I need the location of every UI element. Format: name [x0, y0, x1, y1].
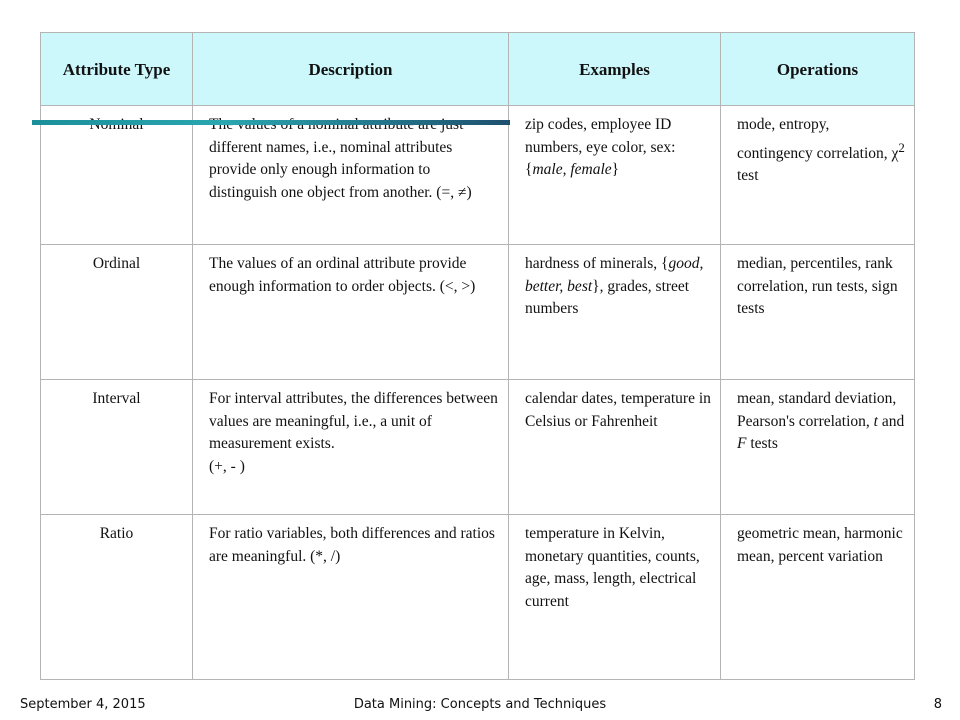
chi-square-superscript: 2	[898, 139, 905, 155]
description-line: (+, - )	[209, 457, 245, 475]
operations-text: mode, entropy, contingency correlation, χ	[737, 116, 899, 162]
operations-cell	[721, 380, 915, 515]
table-row-interval	[41, 380, 915, 515]
header-operations: Operations	[721, 33, 915, 106]
header-examples: Examples	[509, 33, 721, 106]
operations-text: and	[877, 412, 905, 430]
operations-text: mean, standard deviation, Pearson's correlation,	[737, 390, 897, 430]
operations-text: test	[737, 167, 759, 185]
examples-cell	[509, 106, 721, 245]
examples-text: }	[611, 161, 620, 178]
examples-text: hardness of minerals, {	[525, 255, 669, 272]
type-cell: Ratio	[41, 515, 193, 680]
examples-cell	[509, 245, 721, 380]
description-cell	[193, 380, 509, 515]
operations-text-italic: t	[873, 412, 878, 430]
operations-cell	[721, 245, 915, 380]
examples-text-italic: good, better, best	[525, 255, 704, 295]
examples-text: temperature in Kelvin, monetary quantities, counts, age, mass, length, electrical current	[525, 525, 700, 610]
description-cell: For ratio variables, both differences and ratios are meaningful. (*, /)	[193, 515, 509, 680]
type-cell	[41, 106, 193, 245]
operations-text: median, percentiles, rank correlation, run tests, sign tests	[737, 255, 898, 317]
examples-text: }, grades, street numbers	[525, 277, 690, 317]
examples-text-italic: male, female	[532, 161, 612, 178]
header-attribute-type: Attribute Type	[41, 33, 193, 106]
type-cell: Ordinal	[41, 245, 193, 380]
examples-cell	[509, 515, 721, 680]
operations-text-italic: F	[737, 435, 747, 452]
footer-title: Data Mining: Concepts and Techniques	[353, 697, 607, 712]
type-cell: Interval	[41, 380, 193, 515]
examples-text: calendar dates, temperature in Celsius or Fahrenheit	[525, 390, 711, 430]
operations-text: tests	[746, 435, 778, 452]
operations-cell	[721, 515, 915, 680]
operations-text: geometric mean, harmonic mean, percent variation	[737, 525, 903, 565]
description-cell: The values of an ordinal attribute provide enough information to order objects. (<, >)	[193, 245, 509, 380]
table-row-nominal	[41, 106, 915, 245]
header-description: Description	[193, 33, 509, 106]
operations-cell	[721, 106, 915, 245]
description-cell: different names, i.e., nominal attributes provide only enough information to distinguish one object from another. (=, ≠)	[193, 106, 509, 245]
footer-date: September 4, 2015	[20, 697, 146, 712]
description-line: For interval attributes, the differences between values are meaningful, i.e., a unit of measurement exists.	[209, 390, 498, 452]
examples-text: zip codes, employee ID numbers, eye color, sex: {	[525, 116, 676, 178]
examples-cell	[509, 380, 721, 515]
page-number: 8	[933, 697, 942, 712]
decorative-accent-line	[32, 120, 510, 125]
attribute-types-table	[40, 32, 915, 680]
table-row-ratio	[41, 515, 915, 680]
table-row-ordinal	[41, 245, 915, 380]
header-row	[41, 33, 915, 106]
